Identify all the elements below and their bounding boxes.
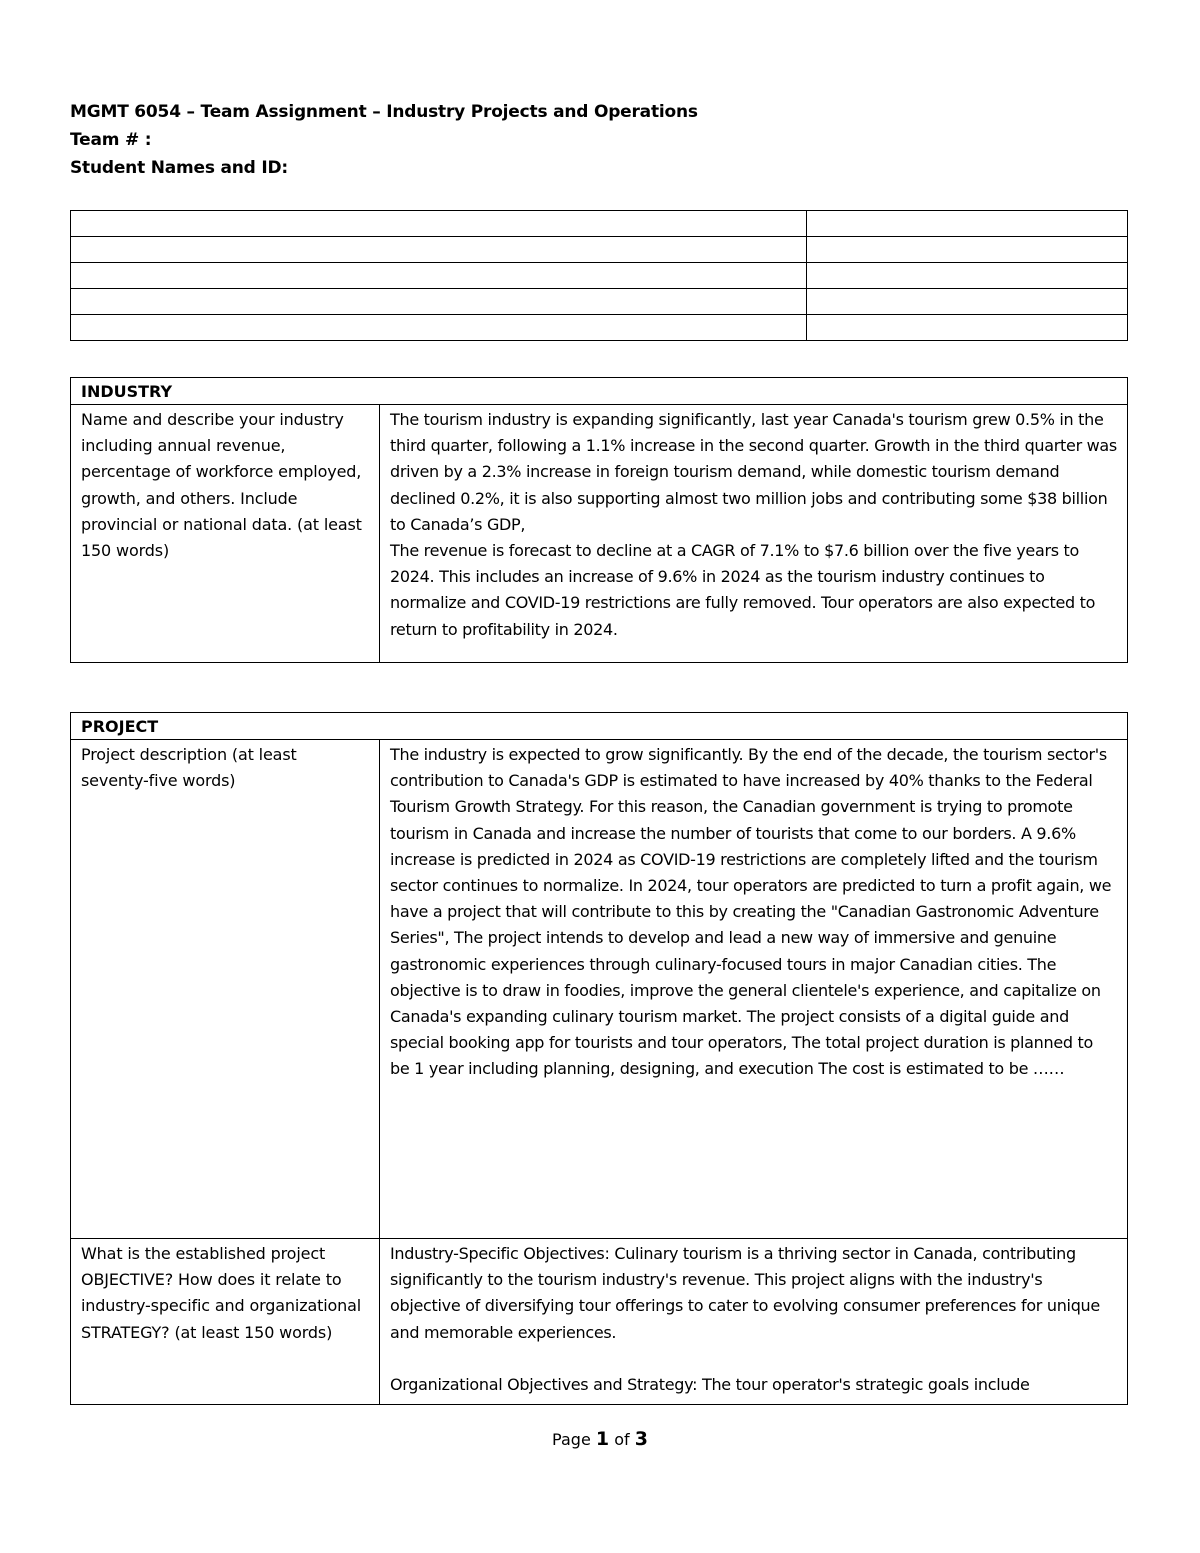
student-name-cell[interactable]	[71, 211, 807, 237]
industry-heading: INDUSTRY	[71, 378, 1128, 405]
student-names-table	[70, 210, 1128, 341]
project-description-paragraph: The industry is expected to grow significantly. By the end of the decade, the tourism sector's contribution to Canada's GDP is estimated to have increased by 40% thanks to the Federal Tourism Growth Strategy. For this reason, the Canadian government is trying to promote tourism in Canada and increase the number of tourists that come to our borders. A 9.6% increase is predicted in 2024 as COVID-19 restrictions are completely lifted and the tourism sector continues to normalize. In 2024, tour operators are predicted to turn a profit again, we have a project that will contribute to this by creating the "Canadian Gastronomic Adventure Series", The project intends to develop and lead a new way of immersive and genuine gastronomic experiences through culinary-focused tours in major Canadian cities. The objective is to draw in foodies, improve the general clientele's experience, and capitalize on Canada's expanding culinary tourism market. The project consists of a digital guide and special booking app for tourists and tour operators, The total project duration is planned to be 1 year including planning, designing, and execution The cost is estimated to be ……	[390, 745, 1112, 1079]
table-row	[71, 211, 1128, 237]
page-footer	[0, 1428, 1200, 1450]
document-header	[70, 98, 1130, 182]
table-row	[71, 1239, 1128, 1405]
student-id-cell[interactable]	[807, 211, 1128, 237]
paragraph-gap	[390, 1346, 1117, 1372]
project-objective-prompt: What is the established project OBJECTIVE? How does it relate to industry-specific and organizational STRATEGY? (at least 150 words)	[71, 1239, 380, 1405]
student-id-cell[interactable]	[807, 263, 1128, 289]
table-row	[71, 263, 1128, 289]
of-word: of	[614, 1430, 630, 1449]
table-row	[71, 405, 1128, 663]
student-name-cell[interactable]	[71, 263, 807, 289]
student-name-cell[interactable]	[71, 289, 807, 315]
project-description-answer[interactable]	[380, 740, 1128, 1239]
industry-prompt: Name and describe your industry including annual revenue, percentage of workforce employed, growth, and others. Include provincial or national data. (at least 150 words)	[71, 405, 380, 663]
document-title: MGMT 6054 – Team Assignment – Industry Projects and Operations	[70, 102, 698, 122]
project-objective-paragraph: Organizational Objectives and Strategy: The tour operator's strategic goals include	[390, 1374, 1030, 1394]
student-name-cell[interactable]	[71, 315, 807, 341]
project-objective-answer[interactable]	[380, 1239, 1128, 1405]
project-table	[70, 712, 1128, 1405]
page-word: Page	[552, 1430, 591, 1449]
table-row	[71, 713, 1128, 740]
project-objective-paragraph: Industry-Specific Objectives: Culinary tourism is a thriving sector in Canada, contributing significantly to the tourism industry's revenue. This project aligns with the industry's objective of diversifying tour offerings to cater to evolving consumer preferences for unique and memorable experiences.	[390, 1244, 1100, 1342]
table-row	[71, 315, 1128, 341]
project-description-prompt: Project description (at least seventy-five words)	[71, 740, 380, 1239]
page-number: 1	[595, 1428, 610, 1450]
table-row	[71, 237, 1128, 263]
student-id-cell[interactable]	[807, 315, 1128, 341]
table-row	[71, 378, 1128, 405]
industry-answer-paragraph: The revenue is forecast to decline at a CAGR of 7.1% to $7.6 billion over the five years to 2024. This includes an increase of 9.6% in 2024 as the tourism industry continues to normalize and COVID-19 restrictions are fully removed. Tour operators are also expected to return to profitability in 2024.	[390, 541, 1096, 639]
team-number-label: Team # :	[70, 130, 152, 150]
table-row	[71, 740, 1128, 1239]
student-name-cell[interactable]	[71, 237, 807, 263]
project-heading: PROJECT	[71, 713, 1128, 740]
student-names-label: Student Names and ID:	[70, 158, 288, 178]
industry-answer[interactable]	[380, 405, 1128, 663]
industry-answer-paragraph: The tourism industry is expanding significantly, last year Canada's tourism grew 0.5% in the third quarter, following a 1.1% increase in the second quarter. Growth in the third quarter was driven by a 2.3% increase in foreign tourism demand, while domestic tourism demand declined 0.2%, it is also supporting almost two million jobs and contributing some $38 billion to Canada’s GDP,	[390, 410, 1117, 534]
industry-table	[70, 377, 1128, 663]
student-id-cell[interactable]	[807, 289, 1128, 315]
page-total: 3	[634, 1428, 648, 1450]
student-id-cell[interactable]	[807, 237, 1128, 263]
table-row	[71, 289, 1128, 315]
